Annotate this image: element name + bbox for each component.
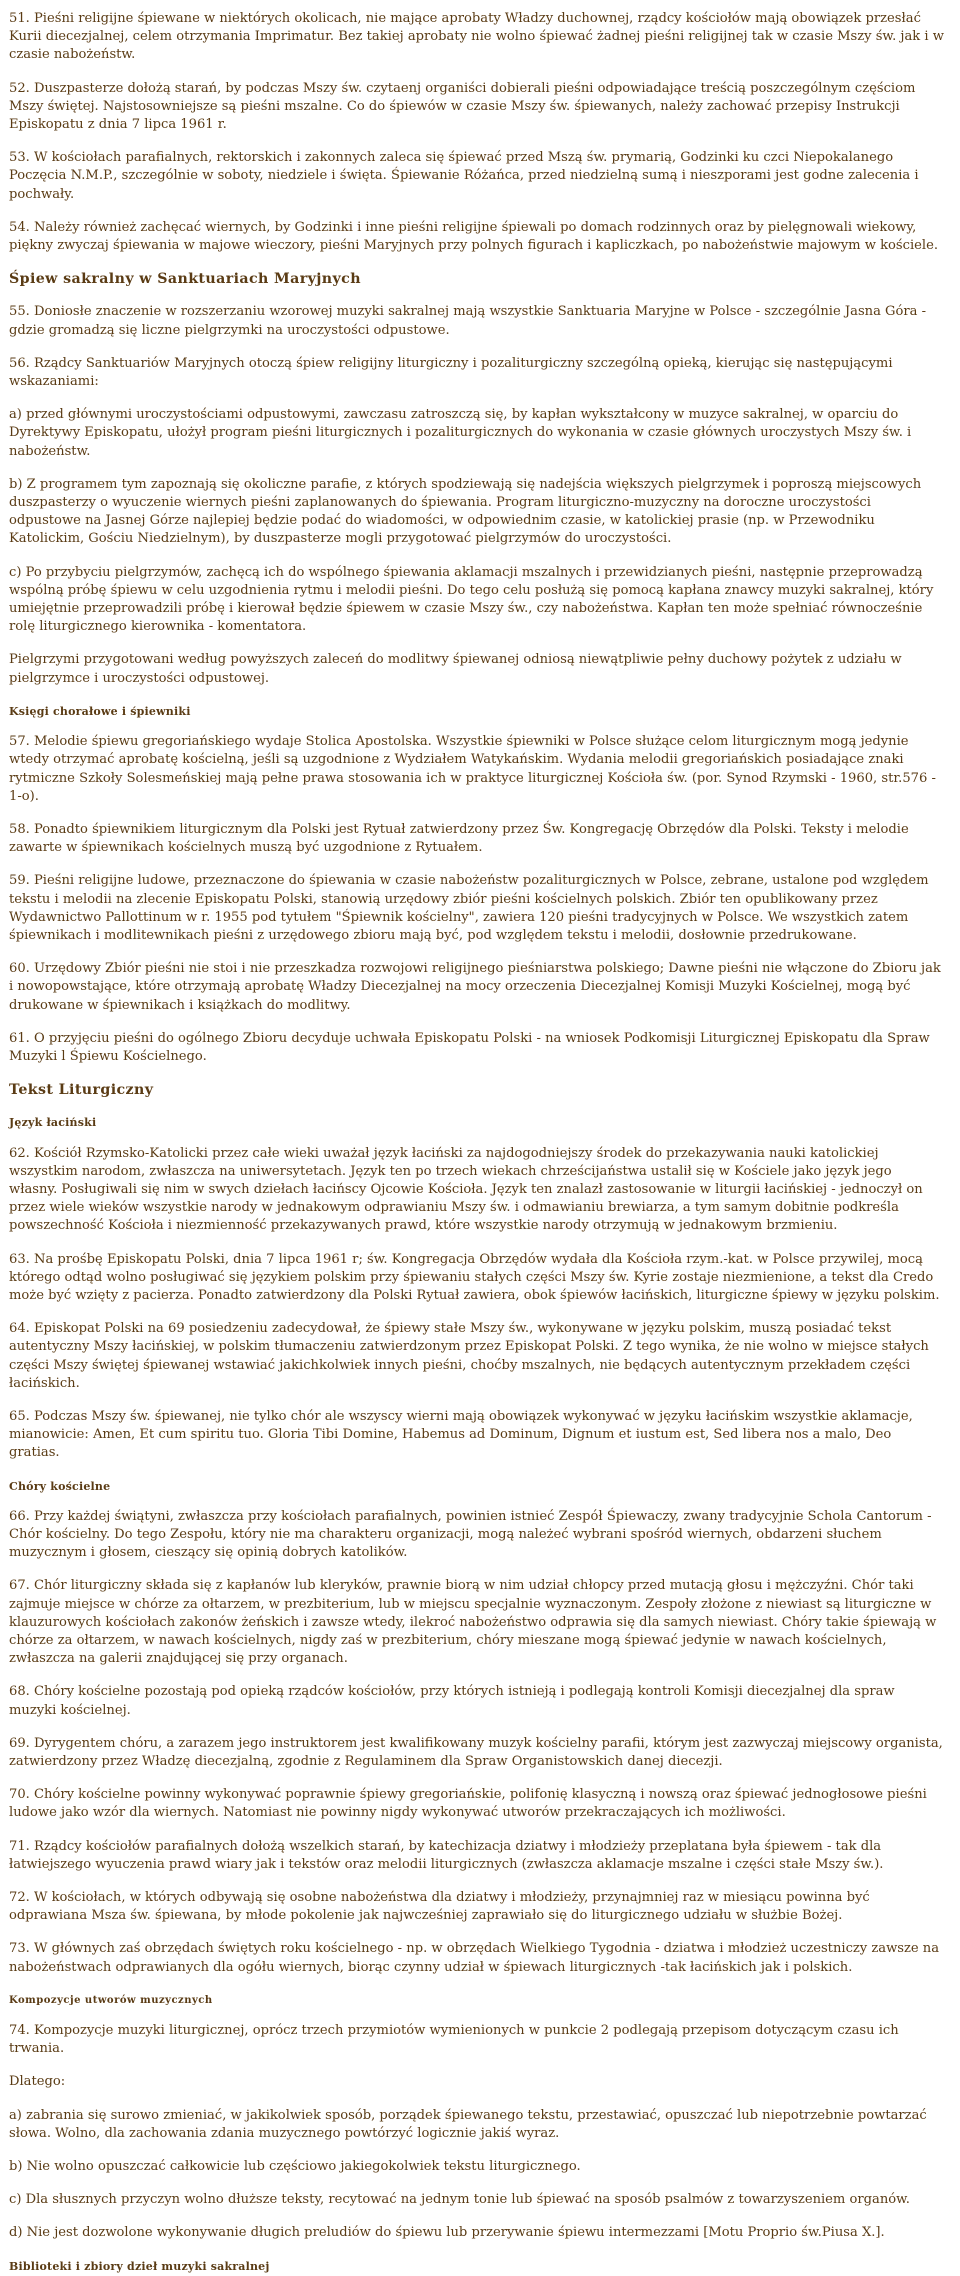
paragraph-51: 51. Pieśni religijne śpiewane w niektórych okolicach, nie mające aprobaty Władzy duchownej, rządcy kościołów mają obowiązek przesłać Kurii diecezjalnej, celem otrzymania Imprimatur. Bez takiej aprobaty nie wolno śpiewać żadnej pieśni religijnej tak w czasie Mszy św. jak i w czasie nabożeństw. <box>9 11 944 63</box>
paragraph-58: 58. Ponadto śpiewnikiem liturgicznym dla Polski jest Rytuał zatwierdzony przez Św. Kongregację Obrzędów dla Polski. Teksty i melodie zawarte w śpiewnikach kościelnych muszą być uzgodnione z Rytuałem. <box>9 821 909 856</box>
paragraph-56: 56. Rządcy Sanktuariów Maryjnych otoczą śpiew religijny liturgiczny i pozaliturgiczny szczególną opieką, kierując się następującymi wskazaniami: <box>9 355 893 390</box>
paragraph-55: 55. Doniosłe znaczenie w rozszerzaniu wzorowej muzyki sakralnej mają wszystkie Sanktuaria Maryjne w Polsce - szczególnie Jasna Góra - gdzie gromadzą się liczne pielgrzymki na uroczystości odpustowe. <box>9 304 927 338</box>
paragraph-74c: c) Dla słusznych przyczyn wolno dłuższe teksty, recytować na jednym tonie lub śpiewać na sposób psalmów z towarzyszeniem organów. <box>9 2192 910 2208</box>
paragraph-73: 73. W głównych zaś obrzędach świętych roku kościelnego - np. w obrzędach Wielkiego Tygodnia - dziatwa i młodzież uczestniczy zawsze na nabożeństwach odprawianych dla ogółu wiernych, biorąc czynny udział w śpiewach liturgicznych -tak łacińskich jak i polskich. <box>9 1941 940 1975</box>
paragraph-74: 74. Kompozycje muzyki liturgicznej, oprócz trzech przymiotów wymienionych w punkcie 2 podlegają przepisom dotyczącym czasu ich trwania. <box>9 2023 899 2057</box>
paragraph-59: 59. Pieśni religijne ludowe, przeznaczone do śpiewania w czasie nabożeństw pozaliturgicznych w Polsce, zebrane, ustalone pod względem tekstu i melodii na zlecenie Episkopatu Polski, stanowią urzędowy zbiór pieśni kościelnych polskich. Zbiór ten opublikowany przez Wydawnictwo Pallottinum w r. 1955 pod tytułem "Śpiewnik kościelny", zawiera 120 pieśni tradycyjnych w Polsce. We wszystkich zatem śpiewnikach i modlitewnikach pieśni z urzędowego zbioru mają być, pod względem tekstu i melodii, dosłownie przedrukowane. <box>9 873 929 943</box>
paragraph-56d: Pielgrzymi przygotowani według powyższych zaleceń do modlitwy śpiewanej odniosą niewątpliwie pełny duchowy pożytek z udziału w pielgrzymce i uroczystości odpustowej. <box>9 652 902 686</box>
paragraph-57: 57. Melodie śpiewu gregoriańskiego wydaje Stolica Apostolska. Wszystkie śpiewniki w Polsce służące celom liturgicznym mogą jedynie wtedy otrzymać aprobatę kościelną, jeśli są uzgodnione z Wydziałem Watykańskim. Wydania melodii gregoriańskich posiadające znaki rytmiczne Szkoły Solesmeńskiej mają pełne prawa stosowania ich w praktyce liturgicznej Kościoła św. (por. Synod Rzymski - 1960, str.576 - 1-o). <box>9 734 936 804</box>
paragraph-65: 65. Podczas Mszy św. śpiewanej, nie tylko chór ale wszyscy wierni mają obowiązek wykonywać w języku łacińskim wszystkie aklamacje, mianowicie: Amen, Et cum spiritu tuo. Gloria Tibi Domine, Habemus ad Dominum, Dignum et iustum est, Sed libera nos a malo, Deo gratias. <box>9 1408 913 1461</box>
paragraph-62: 62. Kościół Rzymsko-Katolicki przez całe wieki uważał język łaciński za najdogodniejszy środek do przekazywania nauki katolickiej wszystkim narodom, zwłaszcza na uniwersytetach. Język ten po trzech wiekach chrześcijaństwa ustalił się w Kościele jako język jego własny. Posługiwali się nim w swych dziełach łacińscy Ojcowie Kościoła. Język ten znalazł zastosowanie w liturgii łacińskiej - jednoczył on przez wiele wieków wszystkie narody w jednakowym odprawianiu Mszy św. i odmawianiu brewiarza, a tym samym dobitnie podkreśla powszechność Kościoła i niezmienność przekazywanych prawd, które wszystkie narody otrzymują w jednakowym brzmieniu. <box>9 1145 923 1234</box>
heading-sanktuaria: Śpiew sakralny w Sanktuariach Maryjnych <box>9 271 361 288</box>
heading-jezyk-lacinski: Język łaciński <box>9 1116 97 1130</box>
paragraph-74b: b) Nie wolno opuszczać całkowicie lub częściowo jakiegokolwiek tekstu liturgicznego. <box>9 2159 581 2175</box>
paragraph-56a: a) przed głównymi uroczystościami odpustowymi, zawczasu zatroszczą się, by kapłan wykształcony w muzyce sakralnej, w oparciu do Dyrektywy Episkopatu, ułożył program pieśni liturgicznych i pozaliturgicznych do wykonania w czasie głównych uroczystych Mszy św. i nabożeństw. <box>9 407 912 459</box>
paragraph-71: 71. Rządcy kościołów parafialnych dołożą wszelkich starań, by katechizacja dziatwy i młodzieży przeplatana była śpiewem - tak dla łatwiejszego wyuczenia prawd wiary jak i tekstów oraz melodii liturgicznych (zwłaszcza aklamacje mszalne i części stałe Mszy św.). <box>9 1838 884 1872</box>
paragraph-74d: d) Nie jest dozwolone wykonywanie długich preludiów do śpiewu lub przerywanie śpiewu intermezzami [Motu Proprio św.Piusa X.]. <box>9 2225 885 2241</box>
paragraph-60: 60. Urzędowy Zbiór pieśni nie stoi i nie przeszkadza rozwojowi religijnego pieśniarstwa polskiego; Dawne pieśni nie włączone do Zbioru jak i nowopowstające, które otrzymają aprobatę Władzy Diecezjalnej na mocy orzeczenia Diecezjalnej Komisji Muzyki Kościelnej, mogą być drukowane w śpiewnikach i książkach do modlitwy. <box>9 961 941 1013</box>
paragraph-66: 66. Przy każdej świątyni, zwłaszcza przy kościołach parafialnych, powinien istnieć Zespół Śpiewaczy, zwany tradycyjnie Schola Cantorum - Chór kościelny. Do tego Zespołu, który nie ma charakteru organizacji, mogą należeć wybrani spośród wiernych, obdarzeni słuchem muzycznym i głosem, cieszący się opinią dobrych katolików. <box>9 1508 932 1561</box>
heading-ksiegi: Księgi chorałowe i śpiewniki <box>9 704 191 718</box>
paragraph-53: 53. W kościołach parafialnych, rektorskich i zakonnych zaleca się śpiewać przed Mszą św. prymarią, Godzinki ku czci Niepokalanego Poczęcia N.M.P., szczególnie w soboty, niedziele i święta. Śpiewanie Różańca, przed niedzielną sumą i nieszporami jest godne zalecenia i pochwały. <box>9 150 919 202</box>
paragraph-69: 69. Dyrygentem chóru, a zarazem jego instruktorem jest kwalifikowany muzyk kościelny parafii, którym jest zazwyczaj miejscowy organista, zatwierdzony przez Władzę diecezjalną, zgodnie z Regulaminem dla Spraw Organistowskich danej diecezji. <box>9 1735 943 1770</box>
paragraph-54: 54. Należy również zachęcać wiernych, by Godzinki i inne pieśni religijne śpiewali po domach rodzinnych oraz by pielęgnowali wiekowy, piękny zwyczaj śpiewania w majowe wieczory, pieśni Maryjnych przy polnych figurach i kapliczkach, po nabożeństwie majowym w kościele. <box>9 219 938 254</box>
paragraph-68: 68. Chóry kościelne pozostają pod opieką rządców kościołów, przy których istnieją i podlegają kontroli Komisji diecezjalnej dla spraw muzyki kościelnej. <box>9 1684 895 1718</box>
paragraph-67: 67. Chór liturgiczny składa się z kapłanów lub kleryków, prawnie biorą w nim udział chłopcy przed mutacją głosu i mężczyźni. Chór taki zajmuje miejsce w chórze za ołtarzem, w prezbiterium, lub w miejscu specjalnie wyznaczonym. Zespoły złożone z niewiast są liturgiczne w klauzurowych kościołach zakonów żeńskich i zawsze wtedy, ilekroć nabożeństwo odprawia się dla samych niewiast. Chóry takie śpiewają w chórze za ołtarzem, w nawach kościelnych, nigdy zaś w prezbiterium, chóry mieszane mogą śpiewać jedynie w nawach kościelnych, zwłaszcza na galerii znajdującej się przy organach. <box>9 1578 937 1667</box>
heading-chory-koscielne: Chóry kościelne <box>9 1479 111 1493</box>
paragraph-74a: a) zabrania się surowo zmieniać, w jakikolwiek sposób, porządek śpiewanego tekstu, przestawiać, opuszczać lub niepotrzebnie powtarzać słowa. Wolno, dla zachowania zdania muzycznego powtórzyć logicznie jakiś wyraz. <box>9 2107 927 2141</box>
paragraph-64: 64. Episkopat Polski na 69 posiedzeniu zadecydował, że śpiewy stałe Mszy św., wykonywane w języku polskim, muszą posiadać tekst autentyczny Mszy łacińskiej, w polskim tłumaczeniu zatwierdzonym przez Episkopat Polski. Z tego wynika, że nie wolno w miejsce stałych części Mszy świętej śpiewanej wstawiać jakichkolwiek innych pieśni, choćby mszalnych, nie będących autentycznym przekładem części łacińskich. <box>9 1321 929 1391</box>
paragraph-56b: b) Z programem tym zapoznają się okoliczne parafie, z których spodziewają się nadejścia większych pielgrzymek i poproszą miejscowych duszpasterzy o wyuczenie wiernych pieśni zaplanowanych do śpiewania. Program liturgiczno-muzyczny na doroczne uroczystości odpustowe na Jasnej Górze najlepiej będzie podać do wiadomości, w odpowiednim czasie, w katolickiej prasie (np. w Przewodniku Katolickim, Gościu Niedzielnym), by duszpasterze mogli przygotować pielgrzymów do uroczystości. <box>9 476 922 547</box>
paragraph-74-dlatego: Dlatego: <box>9 2074 66 2090</box>
paragraph-52: 52. Duszpasterze dołożą starań, by podczas Mszy św. czytaenj organiści dobierali pieśni odpowiadające treścią poszczególnym częściom Mszy świętej. Najstosowniejsze są pieśni mszalne. Co do śpiewów w czasie Mszy św. śpiewanych, należy zachować przepisy Instrukcji Episkopatu z dnia 7 lipca 1961 r. <box>9 80 916 133</box>
paragraph-61: 61. O przyjęciu pieśni do ogólnego Zbioru decyduje uchwała Episkopatu Polski - na wniosek Podkomisji Liturgicznej Episkopatu dla Spraw Muzyki l Śpiewu Kościelnego. <box>9 1030 930 1064</box>
paragraph-72: 72. W kościołach, w których odbywają się osobne nabożeństwa dla dziatwy i młodzieży, przynajmniej raz w miesiącu powinna być odprawiana Msza św. śpiewana, by młode pokolenie jak najwcześniej zaprawiało się do liturgicznego udziału w służbie Bożej. <box>9 1890 870 1924</box>
heading-tekst-liturgiczny: Tekst Liturgiczny <box>9 1082 154 1099</box>
paragraph-63: 63. Na prośbę Episkopatu Polski, dnia 7 lipca 1961 r; św. Kongregacja Obrzędów wydała dla Kościoła rzym.-kat. w Polsce przywilej, mocą którego odtąd wolno posługiwać się językiem polskim przy śpiewaniu stałych części Mszy św. Kyrie zostaje niezmienione, a tekst dla Credo może być wzięty z pacierza. Ponadto zatwierdzony dla Polski Rytuał zawiera, obok śpiewów łacińskich, liturgiczne śpiewy w języku polskim. <box>9 1251 940 1303</box>
paragraph-56c: c) Po przybyciu pielgrzymów, zachęcą ich do wspólnego śpiewania aklamacji mszalnych i przewidzianych pieśni, następnie przeprowadzą wspólną próbę śpiewu w celu uzgodnienia rytmu i melodii pieśni. Do tego celu posłużą się pomocą kapłana znawcy muzyki sakralnej, który umiejętnie przeprowadzili próbę i kierował będzie śpiewem w czasie Mszy św., czy nabożeństwa. Kapłan ten może spełniać równocześnie rolę liturgicznego kierownika - komentatora. <box>9 564 934 635</box>
heading-kompozycje: Kompozycje utworów muzycznych <box>9 1994 213 2006</box>
paragraph-70: 70. Chóry kościelne powinny wykonywać poprawnie śpiewy gregoriańskie, polifonię klasyczną i nowszą oraz śpiewać jednogłosowe pieśni ludowe jako wzór dla wiernych. Natomiast nie powinny nigdy wykonywać utworów przekraczających ich możliwości. <box>9 1787 927 1821</box>
heading-biblioteki: Biblioteki i zbiory dzieł muzyki sakralnej <box>9 2259 270 2273</box>
